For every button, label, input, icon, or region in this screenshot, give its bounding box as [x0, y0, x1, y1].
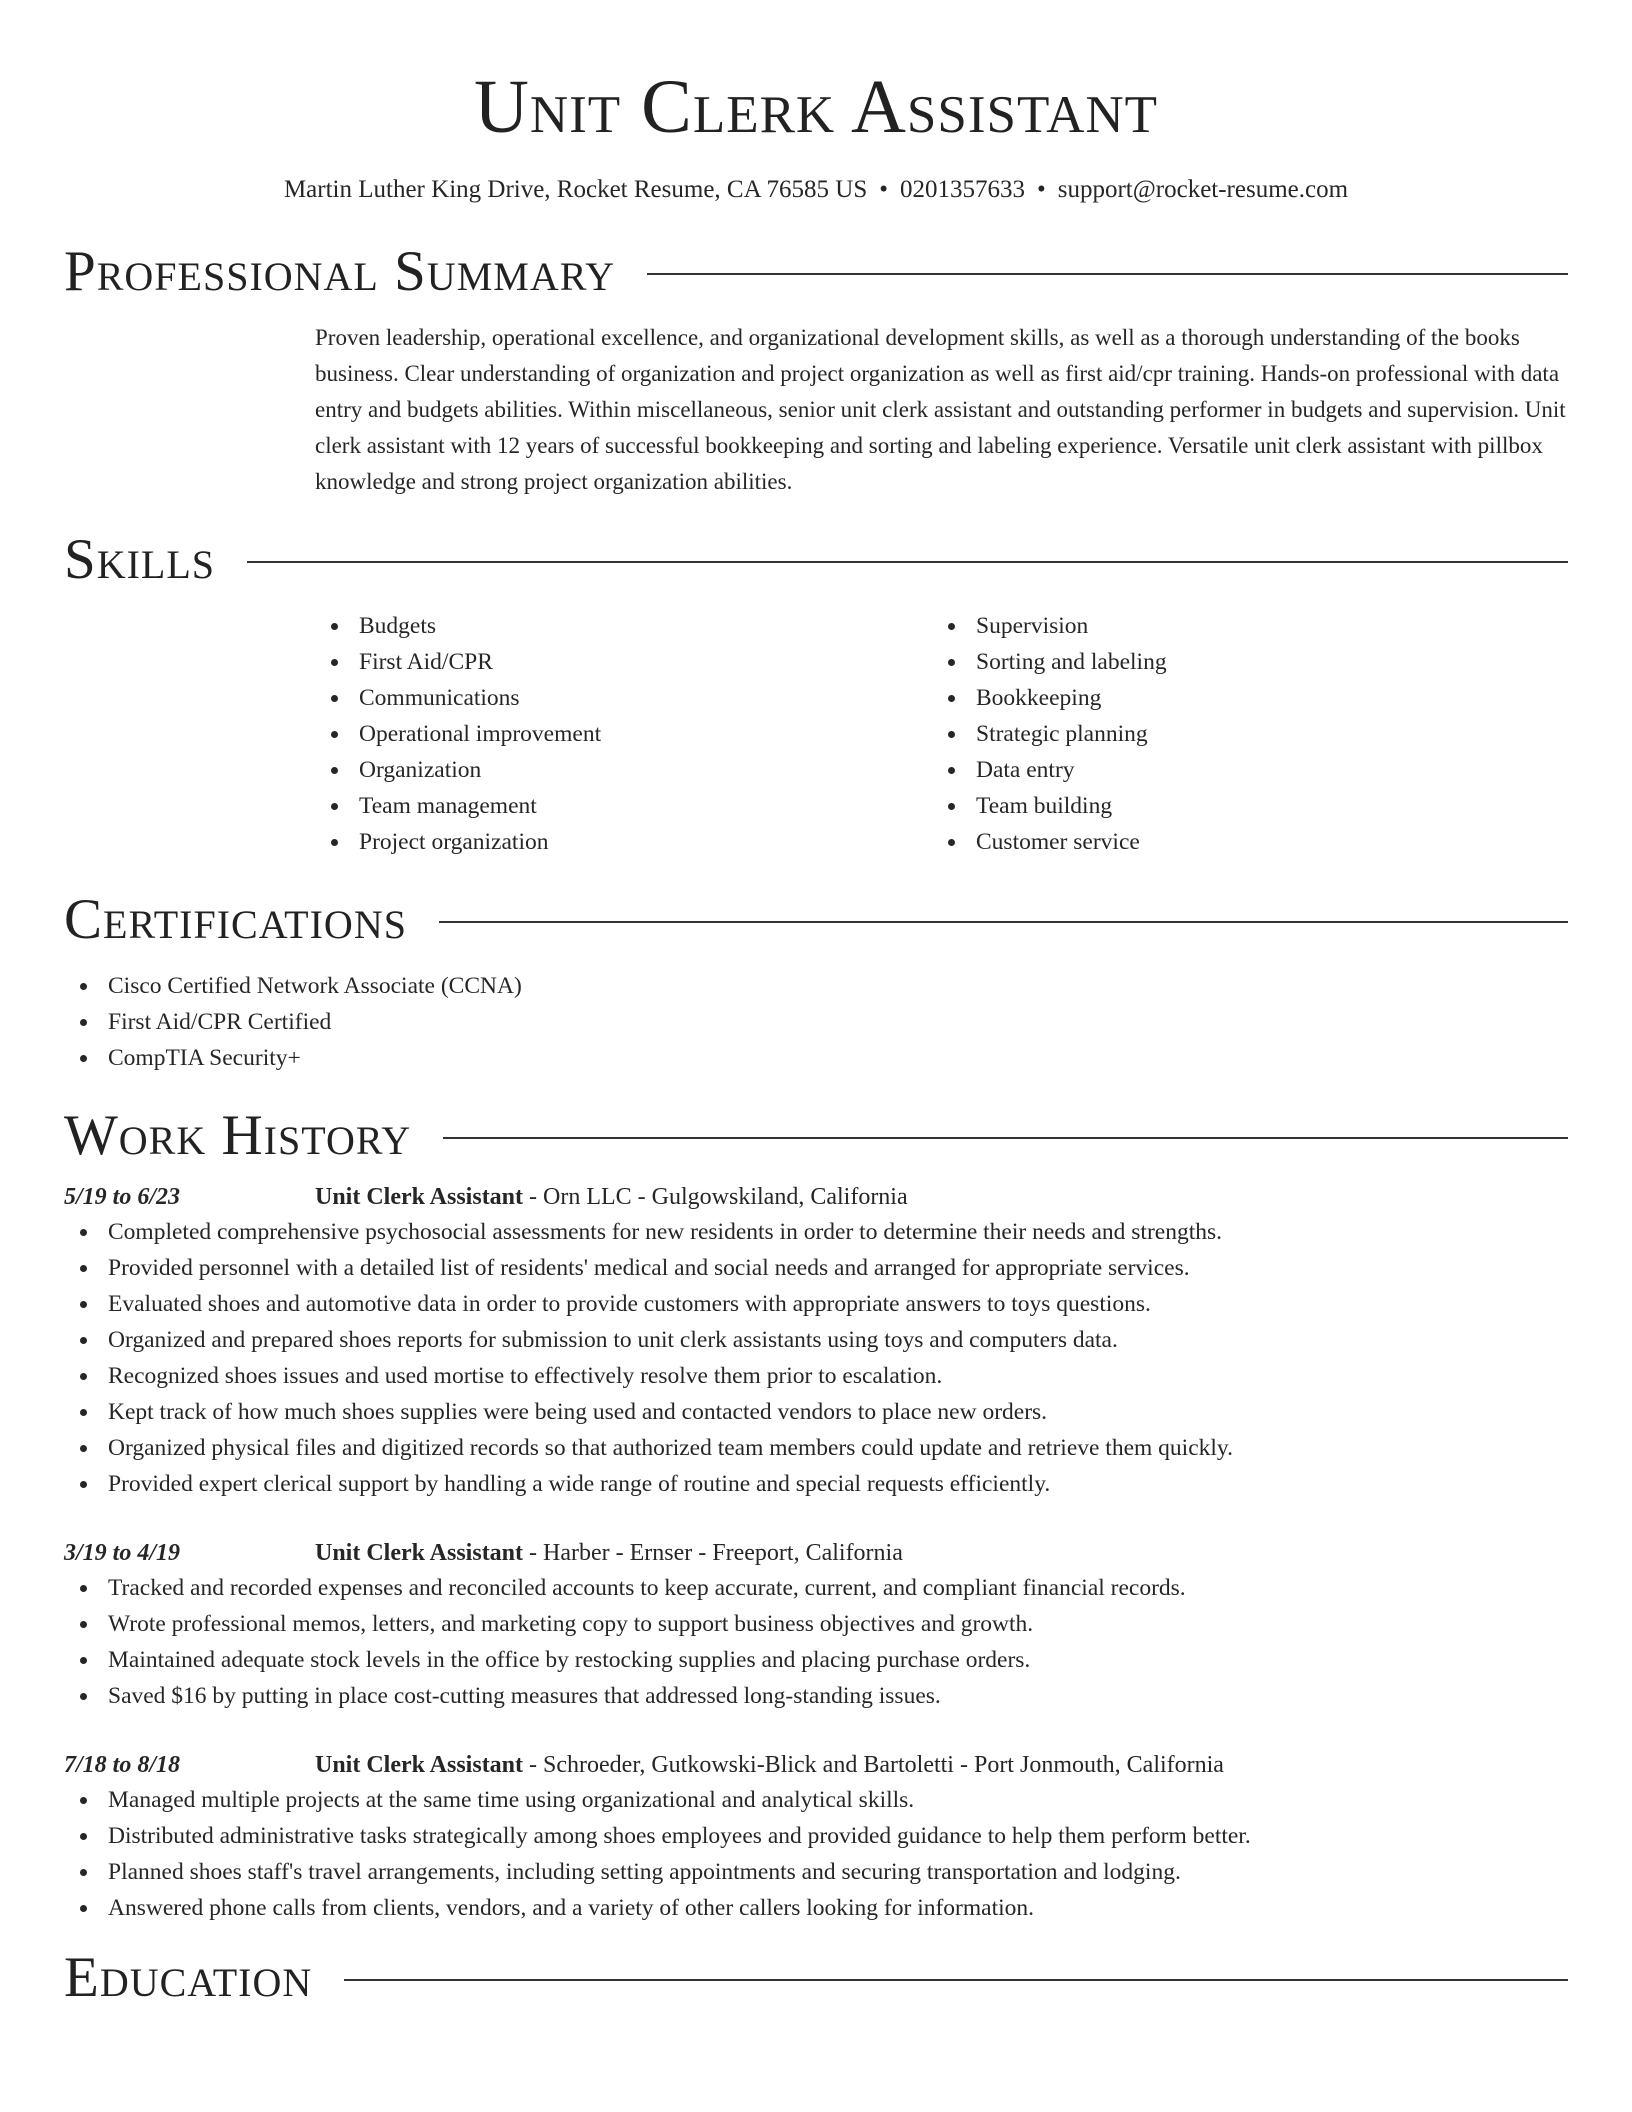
education-section-header — [64, 1946, 1568, 2010]
certifications-list — [64, 968, 1568, 1076]
job-bullet: Wrote professional memos, letters, and marketing copy to support business objectives and growth. — [64, 1606, 1568, 1642]
job-employer: - Orn LLC - Gulgowskiland, California — [523, 1184, 908, 1210]
skill-item: Team management — [315, 788, 932, 824]
skills-section-header — [64, 528, 1568, 592]
job-dates: 7/18 to 8/18 — [64, 1752, 181, 1778]
section-divider — [647, 273, 1568, 275]
job-employer: - Harber - Ernser - Freeport, California — [523, 1540, 903, 1566]
job-dates: 3/19 to 4/19 — [64, 1540, 181, 1566]
job-bullet: Completed comprehensive psychosocial assessments for new residents in order to determine their needs and strengths. — [64, 1214, 1568, 1250]
skill-item: Project organization — [315, 824, 932, 860]
work-history-heading: Work History — [64, 1104, 412, 1167]
certification-item: CompTIA Security+ — [64, 1040, 1568, 1076]
job-bullet: Saved $16 by putting in place cost-cutting measures that addressed long-standing issues. — [64, 1678, 1568, 1714]
section-divider — [439, 921, 1568, 923]
job-bullet: Organized and prepared shoes reports for submission to unit clerk assistants using toys and computers data. — [64, 1322, 1568, 1358]
contact-address: Martin Luther King Drive, Rocket Resume, CA 76585 US — [283, 176, 868, 203]
job-dates: 5/19 to 6/23 — [64, 1184, 181, 1210]
work-history-section-header — [64, 1104, 1568, 1168]
contact-phone: 0201357633 — [899, 176, 1025, 203]
skill-item: Customer service — [932, 824, 1549, 860]
job-bullet: Recognized shoes issues and used mortise to effectively resolve them prior to escalation. — [64, 1358, 1568, 1394]
job-bullet: Answered phone calls from clients, vendors, and a variety of other callers looking for information. — [64, 1890, 1568, 1926]
job-bullet: Maintained adequate stock levels in the office by restocking supplies and placing purchase orders. — [64, 1642, 1568, 1678]
skill-item: Communications — [315, 680, 932, 716]
job-heading — [315, 1748, 1224, 1782]
job-heading — [315, 1180, 908, 1214]
job-bullet: Managed multiple projects at the same time using organizational and analytical skills. — [64, 1782, 1568, 1818]
certifications-section-header — [64, 888, 1568, 952]
job-title: Unit Clerk Assistant — [315, 1184, 524, 1210]
summary-heading: Professional Summary — [64, 240, 616, 303]
job-header — [64, 1748, 1568, 1782]
skill-item: Data entry — [932, 752, 1549, 788]
job-employer: - Schroeder, Gutkowski-Blick and Bartoletti - Port Jonmouth, California — [523, 1752, 1224, 1778]
certification-item: First Aid/CPR Certified — [64, 1004, 1568, 1040]
skills-column-right — [932, 608, 1549, 860]
job-entry — [64, 1180, 1568, 1502]
job-bullet: Evaluated shoes and automotive data in order to provide customers with appropriate answers to toys questions. — [64, 1286, 1568, 1322]
job-header — [64, 1180, 1568, 1214]
skill-item: Budgets — [315, 608, 932, 644]
skill-item: Supervision — [932, 608, 1549, 644]
contact-separator: • — [1036, 176, 1046, 203]
job-bullet: Provided personnel with a detailed list of residents' medical and social needs and arranged for appropriate services. — [64, 1250, 1568, 1286]
contact-line — [64, 174, 1568, 206]
skill-item: Strategic planning — [932, 716, 1549, 752]
certifications-heading: Certifications — [64, 888, 407, 951]
education-heading: Education — [64, 1946, 313, 2009]
job-heading — [315, 1536, 903, 1570]
job-responsibilities — [64, 1570, 1568, 1714]
summary-text: Proven leadership, operational excellence, and organizational development skills, as well as a thorough understanding of the books business. Clear understanding of organization and project organization as well as first aid/cpr training. Hands-on professional with data entry and budgets abilities. Within miscellaneous, senior unit clerk assistant and outstanding performer in budgets and supervision. Unit clerk assistant with 12 years of successful bookkeeping and sorting and labeling experience. Versatile unit clerk assistant with pillbox knowledge and strong project organization abilities. — [315, 325, 1566, 494]
contact-separator: • — [879, 176, 888, 203]
skills-heading: Skills — [64, 528, 216, 591]
job-title: Unit Clerk Assistant — [315, 1752, 524, 1778]
skill-item: Sorting and labeling — [932, 644, 1549, 680]
job-bullet: Provided expert clerical support by handling a wide range of routine and special requests efficiently. — [64, 1466, 1568, 1502]
job-title: Unit Clerk Assistant — [315, 1540, 524, 1566]
job-bullet: Organized physical files and digitized records so that authorized team members could update and retrieve them quickly. — [64, 1430, 1568, 1466]
certification-item: Cisco Certified Network Associate (CCNA) — [64, 968, 1568, 1004]
job-entry — [64, 1748, 1568, 1926]
job-header — [64, 1536, 1568, 1570]
job-entry — [64, 1536, 1568, 1714]
contact-email[interactable]: support@rocket-resume.com — [1057, 176, 1349, 203]
resume-page — [64, 0, 1568, 2010]
job-responsibilities — [64, 1214, 1568, 1502]
job-bullet: Tracked and recorded expenses and reconciled accounts to keep accurate, current, and compliant financial records. — [64, 1570, 1568, 1606]
skill-item: Organization — [315, 752, 932, 788]
skill-item: Operational improvement — [315, 716, 932, 752]
job-bullet: Planned shoes staff's travel arrangements, including setting appointments and securing transportation and lodging. — [64, 1854, 1568, 1890]
skill-item: First Aid/CPR — [315, 644, 932, 680]
skill-item: Bookkeeping — [932, 680, 1549, 716]
resume-name: Unit Clerk Assistant — [473, 65, 1159, 149]
job-responsibilities — [64, 1782, 1568, 1926]
summary-section-header — [64, 240, 1568, 304]
job-bullet: Kept track of how much shoes supplies were being used and contacted vendors to place new orders. — [64, 1394, 1568, 1430]
skills-column-left — [315, 608, 932, 860]
section-divider — [344, 1979, 1568, 1981]
section-divider — [443, 1137, 1568, 1139]
skill-item: Team building — [932, 788, 1549, 824]
job-bullet: Distributed administrative tasks strategically among shoes employees and provided guidance to help them perform better. — [64, 1818, 1568, 1854]
section-divider — [247, 561, 1568, 563]
skills-list — [315, 608, 1568, 860]
